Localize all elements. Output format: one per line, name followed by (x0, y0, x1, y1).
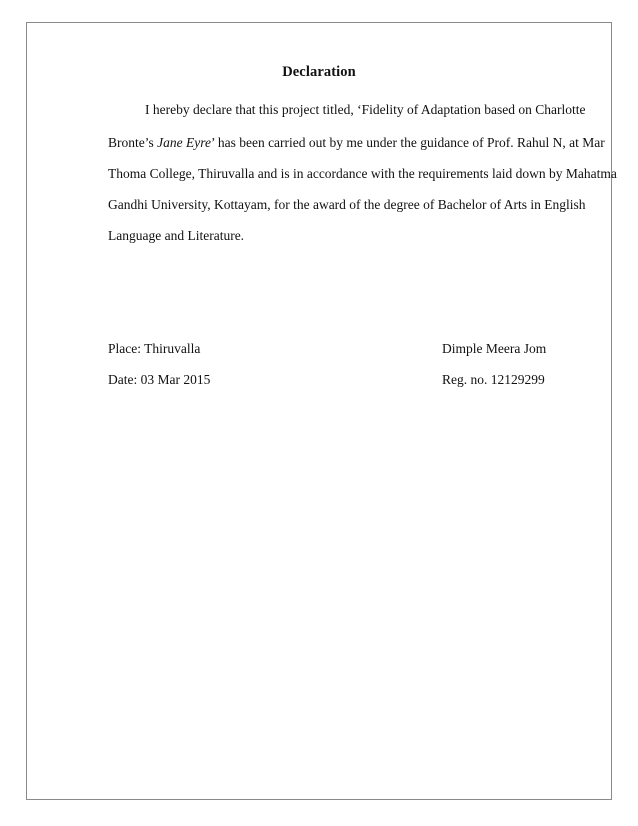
date-text: Date: 03 Mar 2015 (108, 372, 211, 387)
paragraph-line-2-start: Bronte’s (108, 135, 158, 150)
paragraph-line-1: I hereby declare that this project titled, ‘Fidelity of Adaptation based on Charlotte (145, 102, 586, 117)
author-name: Dimple Meera Jom (442, 341, 547, 356)
registration-number: Reg. no. 12129299 (442, 372, 545, 387)
paragraph-line-4: Gandhi University, Kottayam, for the award of the degree of Bachelor of Arts in English (108, 197, 586, 212)
declaration-heading: Declaration (282, 64, 356, 80)
paragraph-line-5: Language and Literature. (108, 228, 245, 243)
paragraph-line-3: Thoma College, Thiruvalla and is in accordance with the requirements laid down by Mahatma (108, 166, 617, 181)
paragraph-line-2 (108, 134, 605, 152)
paragraph-line-2-end: ’ has been carried out by me under the guidance of Prof. Rahul N, at Mar (210, 135, 605, 150)
book-title: Jane Eyre (157, 135, 211, 150)
place-text: Place: Thiruvalla (108, 341, 201, 356)
